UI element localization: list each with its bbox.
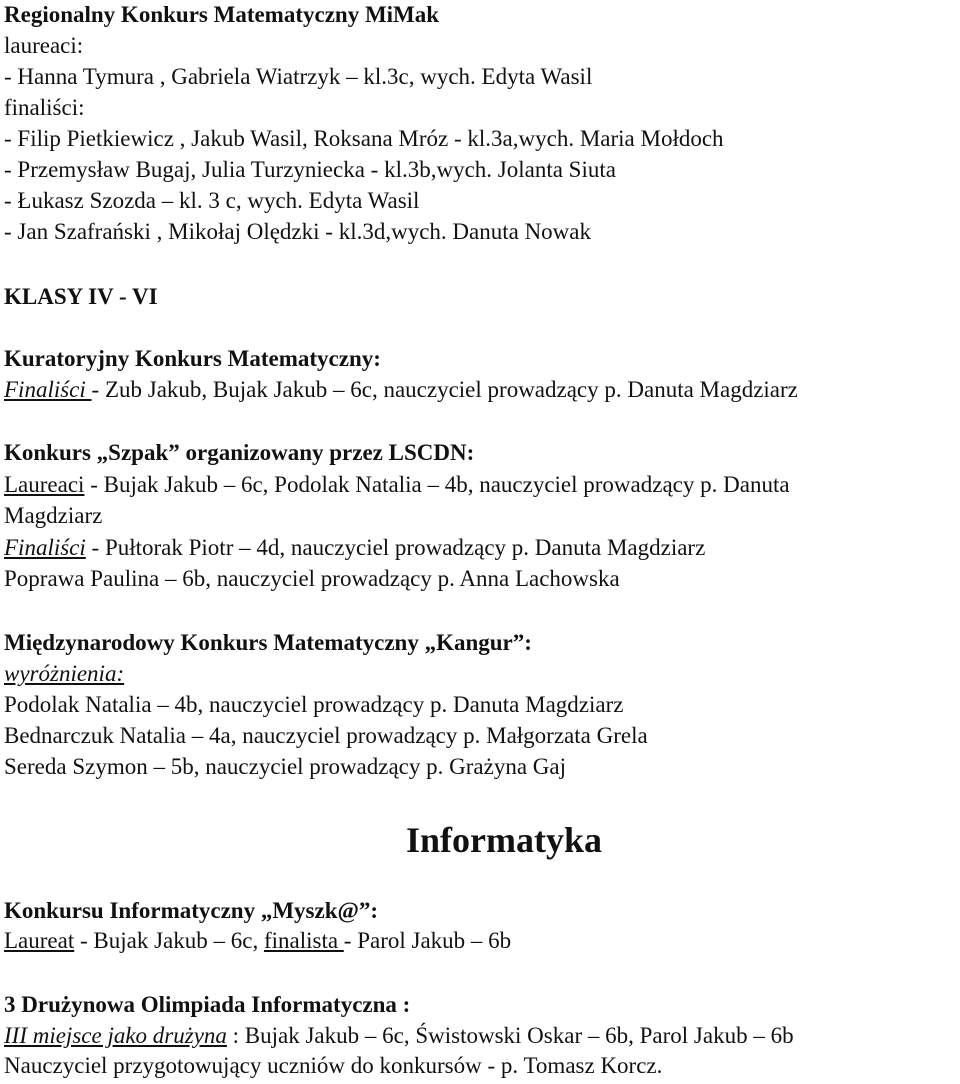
kuratoryjny-finalisci-text: - Zub Jakub, Bujak Jakub – 6c, nauczyciel prowadzący p. Danuta Magdziarz [91, 377, 798, 402]
kangur-heading: Międzynarodowy Konkurs Matematyczny „Kangur”: [4, 630, 532, 655]
mimak-finalisci-label: finaliści: [4, 95, 85, 120]
mimak-laureaci-label: laureaci: [4, 33, 84, 58]
szpak-laureaci-continuation: Magdziarz [4, 503, 103, 528]
olimpiada-line [4, 1021, 794, 1051]
szpak-laureaci-text: - Bujak Jakub – 6c, Podolak Natalia – 4b, nauczyciel prowadzący p. Danuta [84, 472, 790, 497]
myszka-laureat-label: Laureat [4, 928, 75, 953]
myszka-finalista-label: finalista [263, 928, 344, 953]
kangur-line-1: Podolak Natalia – 4b, nauczyciel prowadzący p. Danuta Magdziarz [4, 692, 624, 717]
kuratoryjny-heading: Kuratoryjny Konkurs Matematyczny: [4, 346, 381, 371]
kangur-line-2: Bednarczuk Natalia – 4a, nauczyciel prowadzący p. Małgorzata Grela [4, 723, 648, 748]
szpak-finalisci-line-2: Poprawa Paulina – 6b, nauczyciel prowadzący p. Anna Lachowska [4, 566, 620, 591]
mimak-finalisci-line-2: - Przemysław Bugaj, Julia Turzyniecka - kl.3b,wych. Jolanta Siuta [4, 157, 616, 182]
myszka-line [4, 926, 511, 956]
mimak-finalisci-line-3: - Łukasz Szozda – kl. 3 c, wych. Edyta Wasil [4, 188, 420, 213]
mimak-laureaci-line: - Hanna Tymura , Gabriela Wiatrzyk – kl.3c, wych. Edyta Wasil [4, 64, 593, 89]
kangur-wyroznienia-label: wyróżnienia: [4, 661, 125, 686]
mimak-heading: Regionalny Konkurs Matematyczny MiMak [4, 2, 440, 27]
myszka-finalista-text: - Parol Jakub – 6b [343, 928, 512, 953]
myszka-laureat-text: - Bujak Jakub – 6c, [74, 928, 264, 953]
kuratoryjny-finalisci-label: Finaliści [4, 377, 92, 402]
szpak-heading: Konkurs „Szpak” organizowany przez LSCDN: [4, 440, 475, 465]
olimpiada-heading: 3 Drużynowa Olimpiada Informatyczna : [4, 992, 411, 1017]
szpak-laureaci-label: Laureaci [4, 472, 85, 497]
olimpiada-text: : Bujak Jakub – 6c, Świstowski Oskar – 6b, Parol Jakub – 6b [226, 1023, 794, 1048]
szpak-finalisci-line [4, 533, 705, 563]
szpak-laureaci-line [4, 470, 790, 500]
olimpiada-teacher-line: Nauczyciel przygotowujący uczniów do konkursów - p. Tomasz Korcz. [4, 1053, 663, 1078]
szpak-finalisci-text: - Pułtorak Piotr – 4d, nauczyciel prowadzący p. Danuta Magdziarz [85, 535, 706, 560]
mimak-finalisci-line-1: - Filip Pietkiewicz , Jakub Wasil, Roksana Mróz - kl.3a,wych. Maria Mołdoch [4, 126, 724, 151]
mimak-finalisci-line-4: - Jan Szafrański , Mikołaj Olędzki - kl.3d,wych. Danuta Nowak [4, 219, 591, 244]
klasy-heading: KLASY IV - VI [4, 284, 158, 309]
kuratoryjny-line [4, 375, 798, 405]
kangur-line-3: Sereda Szymon – 5b, nauczyciel prowadzący p. Grażyna Gaj [4, 754, 566, 779]
myszka-heading: Konkursu Informatyczny „Myszk@”: [4, 898, 379, 923]
informatyka-title: Informatyka [406, 820, 602, 860]
szpak-finalisci-label: Finaliści [4, 535, 86, 560]
olimpiada-place-label: III miejsce jako drużyna [4, 1023, 227, 1048]
